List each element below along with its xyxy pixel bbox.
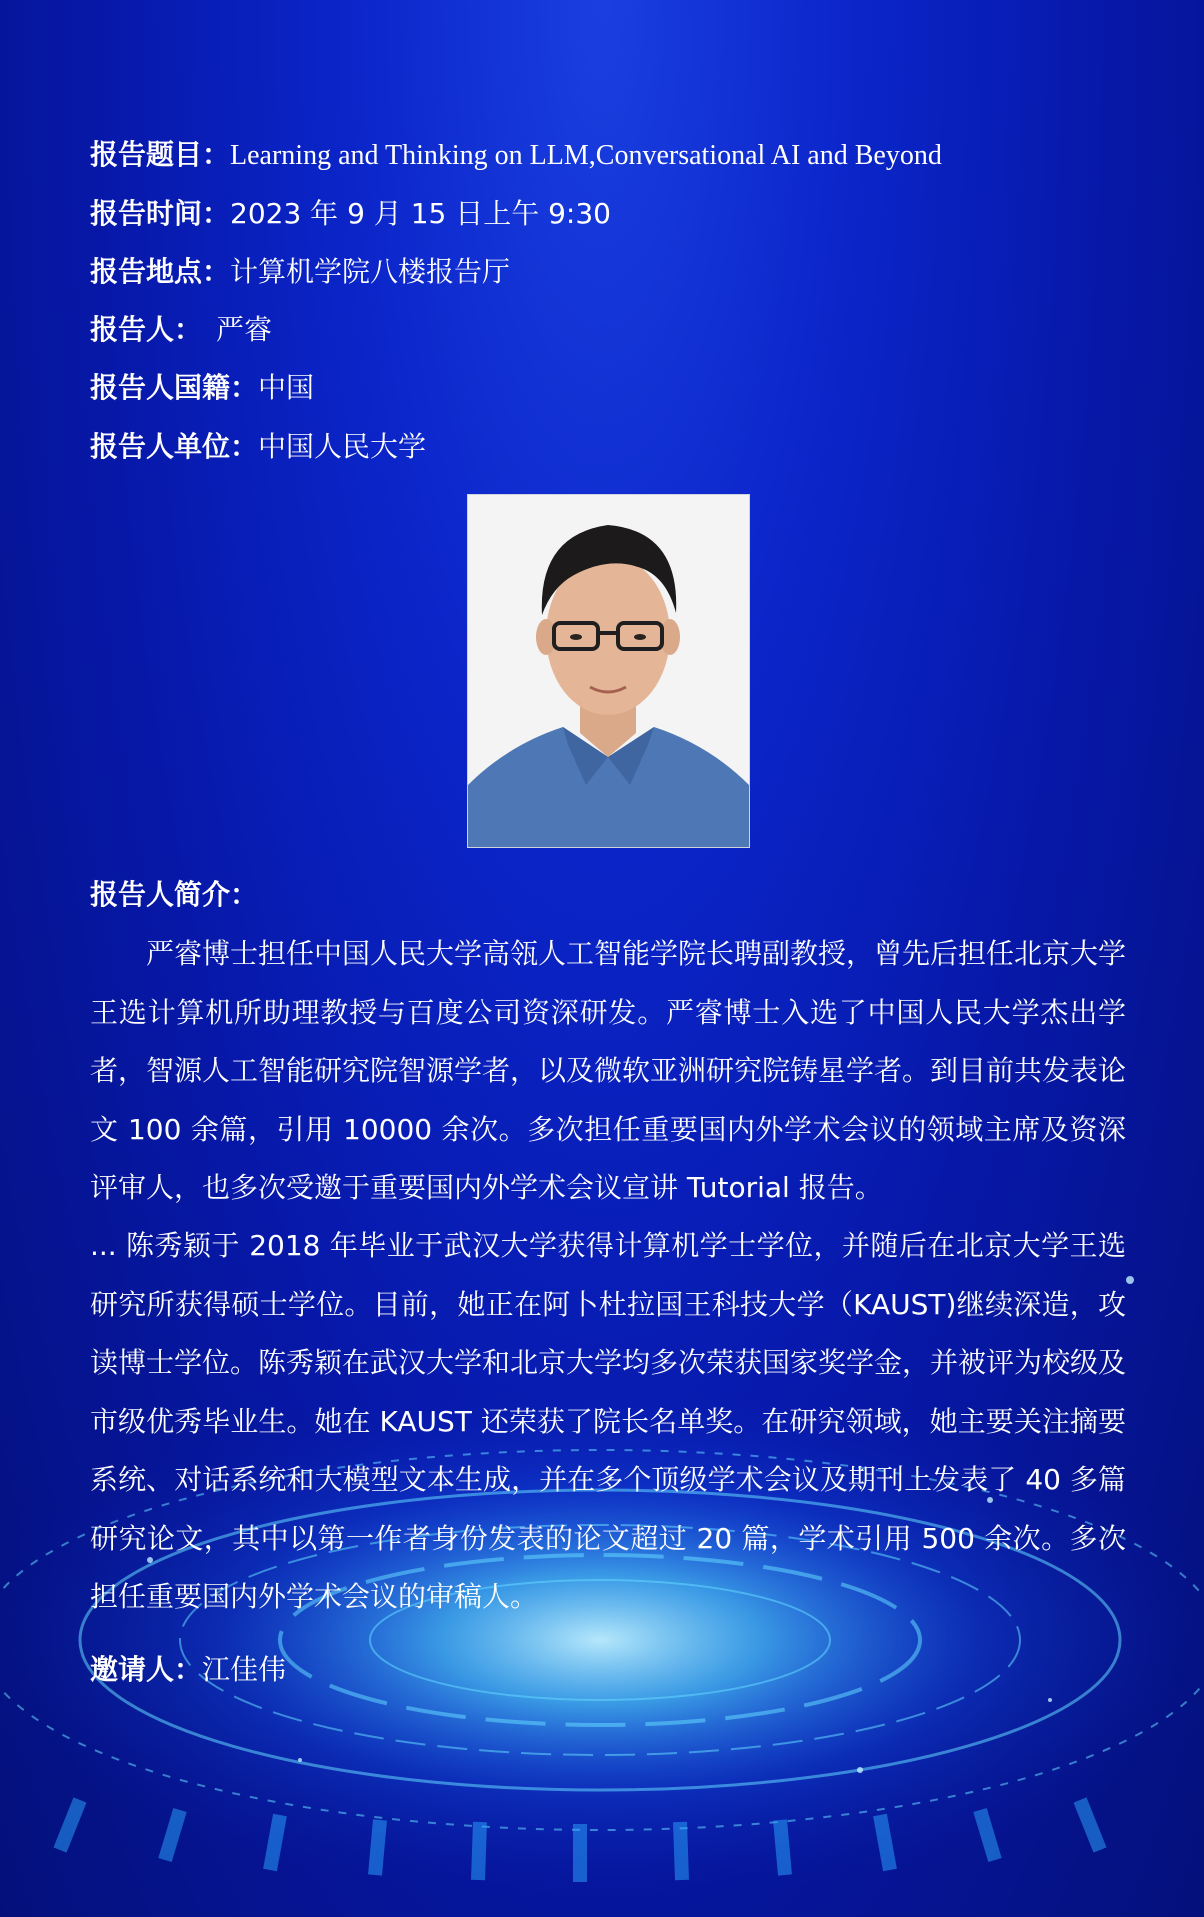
- report-location-row: [90, 252, 510, 292]
- report-time-label: 报告时间：: [90, 197, 231, 230]
- speaker-nationality-label: 报告人国籍：: [90, 371, 259, 404]
- report-title-value: Learning and Thinking on LLM,Conversational AI and Beyond: [230, 140, 942, 171]
- report-title-label: 报告题目：: [90, 138, 231, 171]
- speaker-label: 报告人：: [90, 313, 203, 346]
- report-title-row: [90, 135, 942, 176]
- speaker-nationality-value: 中国: [258, 371, 315, 404]
- speaker-nationality-row: [90, 368, 314, 408]
- speaker-photo: [467, 494, 750, 848]
- inviter-label: 邀请人：: [90, 1653, 203, 1686]
- bio-heading: 报告人简介：: [90, 878, 259, 911]
- report-time-row: [90, 194, 611, 234]
- speaker-affiliation-label: 报告人单位：: [90, 430, 259, 463]
- speaker-affiliation-value: 中国人民大学: [258, 430, 427, 463]
- bio-paragraph-1: 严睿博士担任中国人民大学高瓴人工智能学院长聘副教授，曾先后担任北京大学王选计算机所助理教授与百度公司资深研发。严睿博士入选了中国人民大学杰出学者，智源人工智能研究院智源学者，以及微软亚洲研究院铸星学者。到目前共发表论文 100 余篇，引用 10000 余次。多次担任重要国内外学术会议的领域主席及资深评审人，也多次受邀于重要国内外学术会议宣讲 Tutorial 报告。: [90, 937, 1127, 1204]
- inviter-value: 江佳伟: [202, 1653, 287, 1686]
- portrait-illustration: [468, 495, 749, 847]
- speaker-value: 严睿: [216, 313, 273, 346]
- inviter-row: [90, 1650, 286, 1690]
- speaker-affiliation-row: [90, 427, 426, 467]
- report-time-value: 2023 年 9 月 15 日上午 9:30: [230, 197, 611, 230]
- report-location-label: 报告地点：: [90, 255, 231, 288]
- bio-paragraph-2: ... 陈秀颖于 2018 年毕业于武汉大学获得计算机学士学位，并随后在北京大学王选研究所获得硕士学位。目前，她正在阿卜杜拉国王科技大学（KAUST)继续深造，攻读博士学位。陈秀颖在武汉大学和北京大学均多次荣获国家奖学金，并被评为校级及市级优秀毕业生。她在 KAUST 还荣获了院长名单奖。在研究领域，她主要关注摘要系统、对话系统和大模型文本生成，并在多个顶级学术会议及期刊上发表了 40 多篇研究论文，其中以第一作者身份发表的论文超过 20 篇，学术引用 500 余次。多次担任重要国内外学术会议的审稿人。: [90, 1229, 1127, 1613]
- speaker-row: [90, 310, 272, 350]
- report-location-value: 计算机学院八楼报告厅: [230, 255, 511, 288]
